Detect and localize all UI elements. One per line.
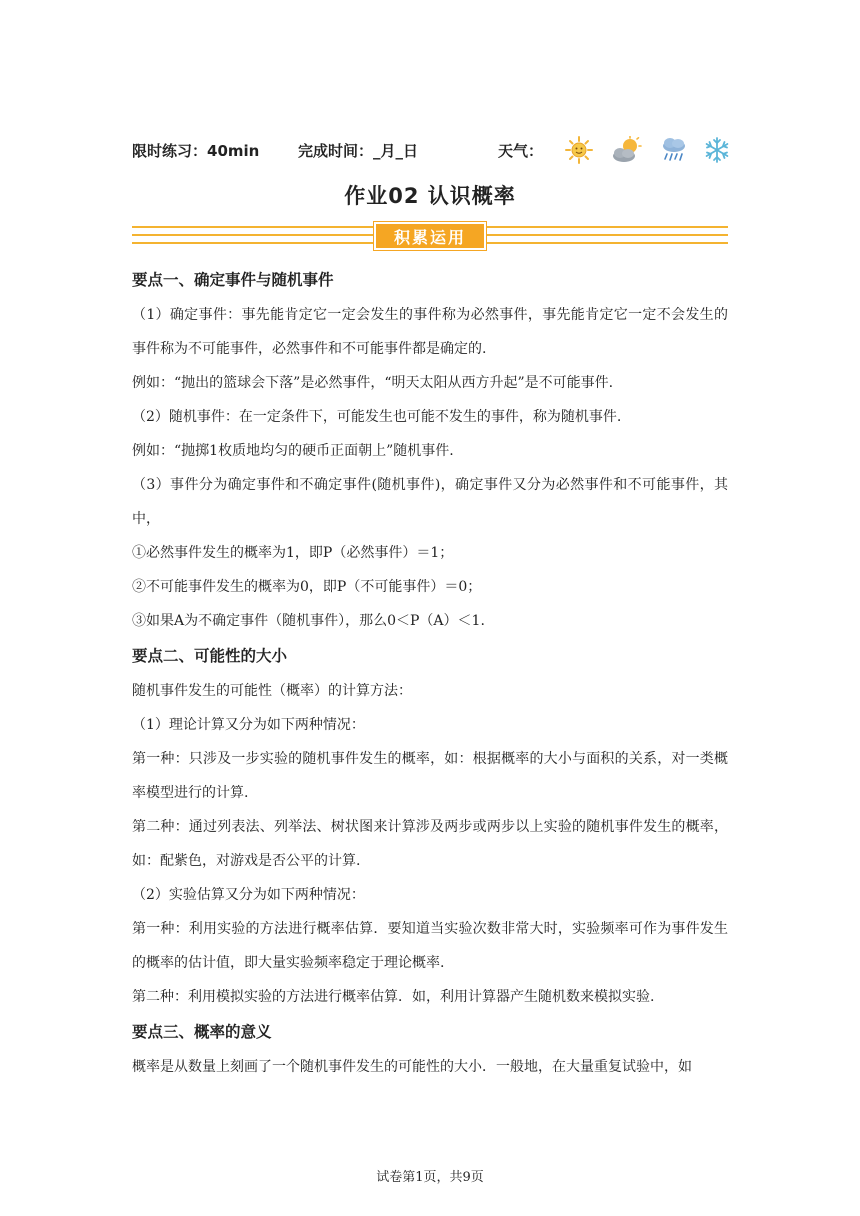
paragraph: 例如：“抛掷1枚质地均匀的硬币正面朝上”随机事件. [132, 443, 454, 459]
paragraph: （2）随机事件：在一定条件下，可能发生也可能不发生的事件，称为随机事件. [132, 409, 622, 425]
paragraph: （2）实验估算又分为如下两种情况： [132, 887, 365, 903]
paragraph: ③如果A为不确定事件（随机事件），那么0＜P（A）＜1. [132, 613, 485, 629]
paragraph: 第二种：利用模拟实验的方法进行概率估算．如，利用计算器产生随机数来模拟实验. [132, 989, 655, 1005]
finish-time-label: 完成时间：_月_日 [298, 142, 419, 160]
page-title: 作业02 认识概率 [344, 184, 516, 208]
paragraph: ②不可能事件发生的概率为0，即P（不可能事件）＝0； [132, 579, 482, 595]
paragraph: 第二种：通过列表法、列举法、树状图来计算涉及两步或两步以上实验的随机事件发生的概率，如：配紫色，对游戏是否公平的计算. [132, 819, 728, 869]
partly-cloudy-icon [610, 136, 644, 164]
paragraph: （1）理论计算又分为如下两种情况： [132, 717, 365, 733]
document-body [132, 262, 728, 1084]
section-heading: 要点一、确定事件与随机事件 [132, 271, 334, 289]
paragraph: 第一种：只涉及一步实验的随机事件发生的概率，如：根据概率的大小与面积的关系，对一类概率模型进行的计算. [132, 751, 728, 801]
weather-label: 天气： [498, 142, 544, 160]
rain-icon [659, 136, 689, 164]
section-banner [132, 222, 728, 250]
section-heading: 要点二、可能性的大小 [132, 647, 288, 665]
page-footer: 试卷第1页，共9页 [376, 1170, 484, 1185]
paragraph: ①必然事件发生的概率为1，即P（必然事件）＝1； [132, 545, 454, 561]
sun-icon [564, 136, 594, 164]
paragraph: 第一种：利用实验的方法进行概率估算．要知道当实验次数非常大时，实验频率可作为事件发生的概率的估计值，即大量实验频率稳定于理论概率. [132, 921, 728, 971]
time-limit-label: 限时练习：40min [132, 142, 260, 160]
snowflake-icon [703, 136, 731, 164]
banner-badge: 积累运用 [374, 222, 486, 250]
paragraph: 随机事件发生的可能性（概率）的计算方法： [132, 683, 412, 699]
paragraph: （3）事件分为确定事件和不确定事件(随机事件)，确定事件又分为必然事件和不可能事件，其中， [132, 477, 728, 527]
section-heading: 要点三、概率的意义 [132, 1023, 272, 1041]
paragraph: （1）确定事件：事先能肯定它一定会发生的事件称为必然事件，事先能肯定它一定不会发生的事件称为不可能事件，必然事件和不可能事件都是确定的. [132, 307, 728, 357]
header-bar [132, 136, 732, 164]
paragraph: 概率是从数量上刻画了一个随机事件发生的可能性的大小．一般地，在大量重复试验中，如 [132, 1059, 692, 1075]
paragraph: 例如：“抛出的篮球会下落”是必然事件，“明天太阳从西方升起”是不可能事件. [132, 375, 614, 391]
